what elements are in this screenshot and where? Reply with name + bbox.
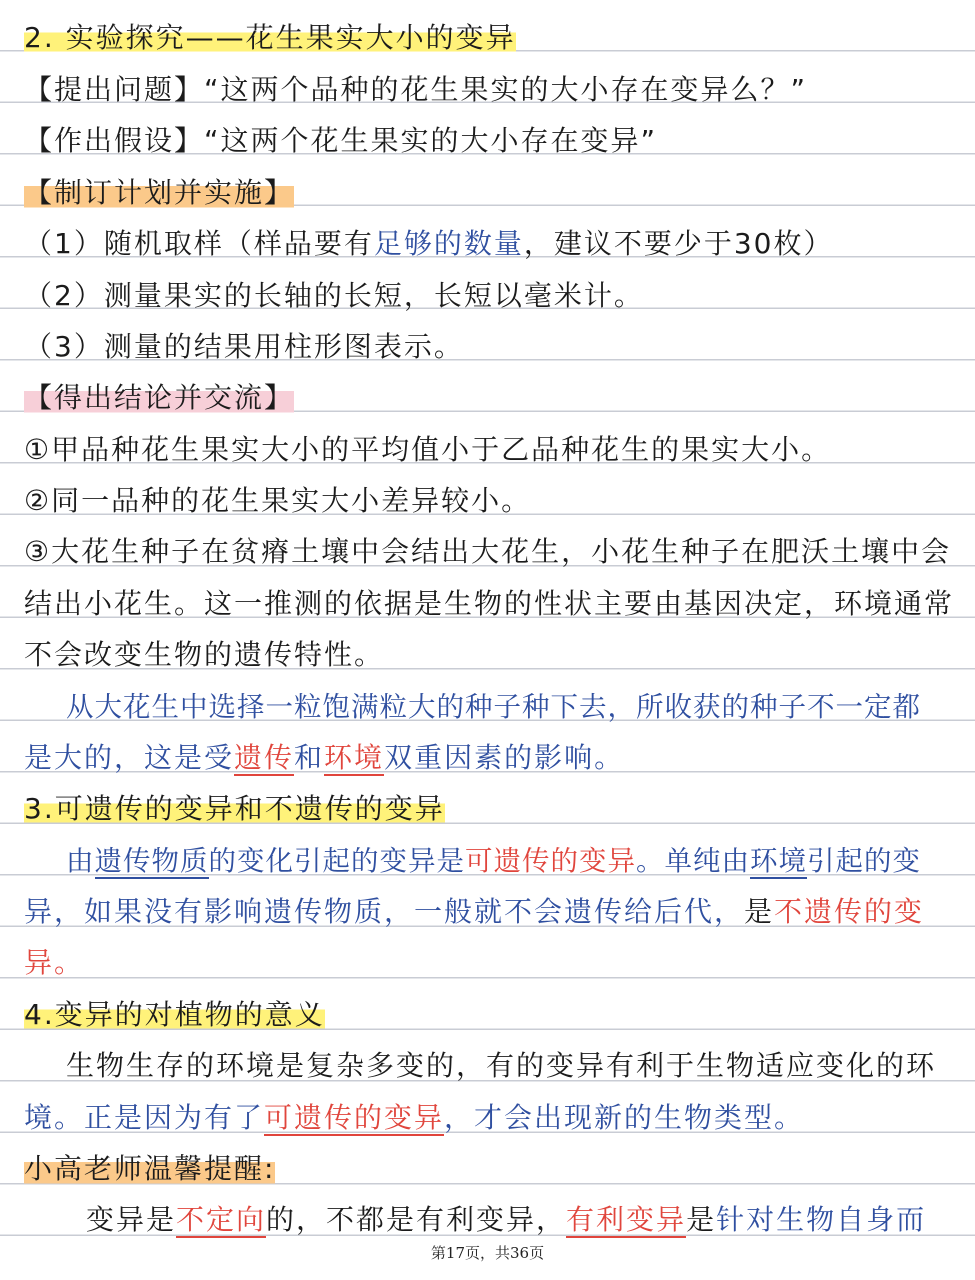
section-2-title bbox=[24, 18, 955, 58]
plan-line bbox=[24, 173, 955, 213]
plan-tag: 【制订计划并实施】 bbox=[24, 176, 295, 209]
step-3-text: （3）测量的结果用柱形图表示。 bbox=[24, 330, 464, 363]
step-1-text: （1）随机取样（样品要有 bbox=[24, 227, 374, 260]
conclusion-2-text: ②同一品种的花生果实大小差异较小。 bbox=[24, 484, 532, 517]
section-4-heading: 4.变异的对植物的意义 bbox=[24, 998, 325, 1031]
step-1 bbox=[24, 224, 955, 264]
note-text-2c: 和 bbox=[294, 741, 325, 774]
note-genetics: 遗传 bbox=[234, 741, 295, 774]
note-text-1: 从大花生中选择一粒饱满粒大的种子种下去，所收获的种子不一定都 bbox=[66, 691, 921, 723]
tip-non-directional: 不定向 bbox=[176, 1203, 267, 1236]
sec3-line-2 bbox=[24, 892, 955, 932]
sec3-non-heritable: 不遗传的变 bbox=[774, 895, 925, 928]
sec3-text-2b: 是 bbox=[744, 895, 775, 928]
tip-title-line bbox=[24, 1149, 955, 1189]
step-1-highlight: 足够的数量 bbox=[373, 227, 524, 260]
sec4-text-2c: ，才会出现新的生物类型。 bbox=[444, 1101, 805, 1134]
conclusion-3-line-2 bbox=[24, 584, 955, 624]
conclusion-3-text-1: ③大花生种子在贫瘠土壤中会结出大花生，小花生种子在肥沃土壤中会 bbox=[24, 535, 952, 568]
sec4-text-1: 生物生存的环境是复杂多变的，有的变异有利于生物适应变化的环 bbox=[66, 1049, 937, 1082]
conclusion-3-text-3: 不会改变生物的遗传特性。 bbox=[24, 638, 385, 671]
sec3-line-3 bbox=[24, 943, 955, 983]
tip-text-e: 是 bbox=[686, 1203, 717, 1236]
sec4-line-2 bbox=[24, 1098, 955, 1138]
note-line-2 bbox=[24, 738, 955, 778]
sec3-genetic-material: 遗传物质 bbox=[94, 845, 209, 877]
sec3-environment: 环境 bbox=[750, 845, 807, 877]
question-line bbox=[24, 70, 955, 110]
conclusion-1 bbox=[24, 430, 955, 470]
tip-text-f: 针对生物自身而 bbox=[716, 1203, 927, 1236]
sec3-line-1 bbox=[24, 841, 955, 881]
sec4-line-1 bbox=[24, 1046, 955, 1086]
note-text-2e: 双重因素的影响。 bbox=[384, 741, 625, 774]
tip-title: 小高老师温馨提醒: bbox=[24, 1152, 276, 1185]
note-environment: 环境 bbox=[324, 741, 385, 774]
section-3-title bbox=[24, 789, 955, 829]
section-4-title bbox=[24, 995, 955, 1035]
conclusion-2 bbox=[24, 481, 955, 521]
sec3-heritable-variation: 可遗传的变异 bbox=[465, 845, 636, 877]
sec3-text-3: 异。 bbox=[24, 946, 85, 979]
step-2 bbox=[24, 276, 955, 316]
step-3 bbox=[24, 327, 955, 367]
conclusion-1-text: ①甲品种花生果实大小的平均值小于乙品种花生的果实大小。 bbox=[24, 433, 832, 466]
tip-line-1 bbox=[24, 1200, 955, 1240]
sec4-heritable-variation: 可遗传的变异 bbox=[264, 1101, 445, 1134]
hypothesis-tag: 【作出假设】 bbox=[24, 124, 205, 157]
sec3-text-1g: 引起的变 bbox=[807, 845, 921, 877]
question-tag: 【提出问题】 bbox=[24, 73, 205, 106]
hypothesis-line bbox=[24, 121, 955, 161]
step-1-tail: ，建议不要少于30枚） bbox=[523, 227, 834, 260]
tip-beneficial-variation: 有利变异 bbox=[566, 1203, 687, 1236]
sec3-text-2a: 异，如果没有影响遗传物质，一般就不会遗传给后代， bbox=[24, 895, 745, 928]
sec3-text-1c: 的变化引起的变异是 bbox=[208, 845, 465, 877]
step-2-text: （2）测量果实的长轴的长短，长短以毫米计。 bbox=[24, 279, 644, 312]
sec4-text-2a: 境。正是因为有了 bbox=[24, 1101, 265, 1134]
conclusion-line bbox=[24, 378, 955, 418]
note-text-2a: 是大的，这是受 bbox=[24, 741, 235, 774]
conclusion-tag: 【得出结论并交流】 bbox=[24, 381, 295, 414]
section-2-heading: 2. 实验探究——花生果实大小的变异 bbox=[24, 21, 516, 54]
conclusion-3-text-2: 结出小花生。这一推测的依据是生物的性状主要由基因决定，环境通常 bbox=[24, 587, 955, 620]
note-line-1 bbox=[24, 687, 955, 727]
sec3-text-1a: 由 bbox=[66, 845, 95, 877]
sec3-text-1e: 。单纯由 bbox=[636, 845, 750, 877]
hypothesis-text: “这两个花生果实的大小存在变异” bbox=[204, 124, 658, 157]
section-3-heading: 3.可遗传的变异和不遗传的变异 bbox=[24, 792, 445, 825]
question-text: “这两个品种的花生果实的大小存在变异么？” bbox=[204, 73, 808, 106]
tip-text-c: 的，不都是有利变异， bbox=[266, 1203, 567, 1236]
conclusion-3-line-3 bbox=[24, 635, 955, 675]
tip-text-a: 变异是 bbox=[86, 1203, 177, 1236]
page-number: 第17页，共36页 bbox=[430, 1244, 545, 1262]
conclusion-3-line-1 bbox=[24, 532, 955, 572]
